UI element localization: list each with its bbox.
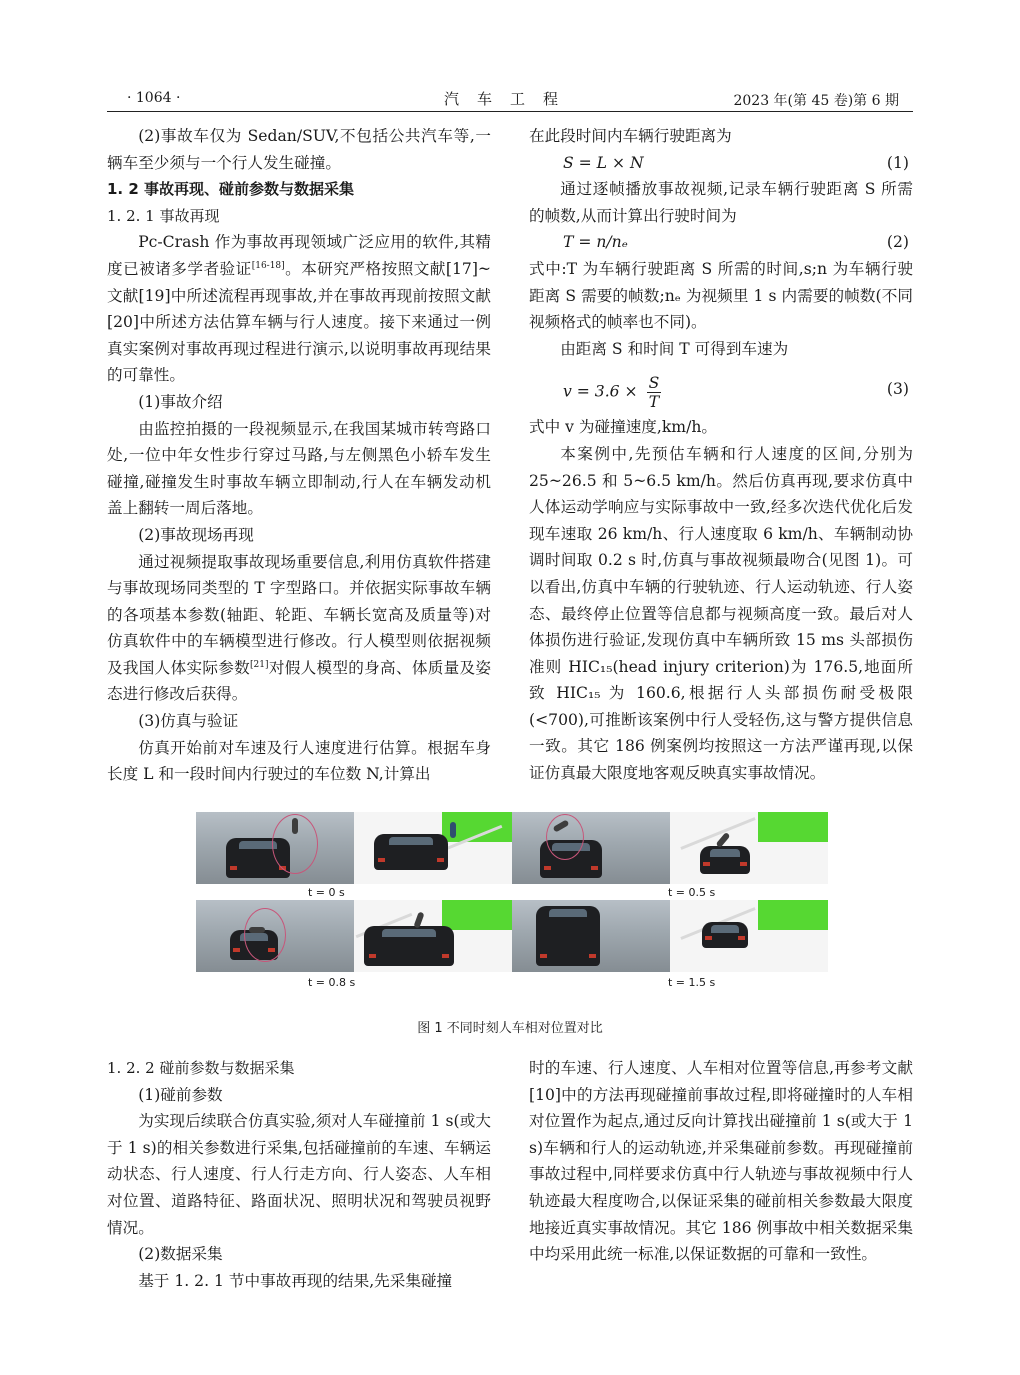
time-label: t = 1.5 s — [668, 976, 716, 989]
pedestrian-model — [450, 822, 456, 838]
equation-lhs: v = 3.6 × — [563, 382, 638, 401]
equation-number: (3) — [886, 380, 909, 399]
issue-info: 2023 年(第 45 卷)第 6 期 — [733, 93, 899, 109]
paragraph: 由距离 S 和时间 T 可得到车速为 — [560, 339, 789, 358]
section-heading-1-2-2: 1. 2. 2 碰前参数与数据采集 — [107, 1059, 295, 1077]
pedestrian-image — [292, 818, 298, 834]
text: Pc-Crash 作为事故再现领域广泛应用的软件,其精度已被诸多学者验证 — [107, 233, 491, 278]
paragraph: 由监控拍摄的一段视频显示,在我国某城市转弯路口处,一位中年女性步行穿过马路,与左侧黑色小轿车发生碰撞,碰撞发生时事故车辆立即制动,行人在车辆发动机盖上翻转一周后落地。 — [107, 419, 491, 518]
subheading: (1)事故介绍 — [138, 392, 223, 411]
journal-name: 汽车工程 — [443, 90, 576, 108]
subheading: (2)事故现场再现 — [138, 525, 254, 544]
left-column-top — [107, 123, 491, 788]
video-frame-t08 — [196, 900, 354, 972]
subheading: (2)数据采集 — [138, 1245, 223, 1264]
simulation-frame-t05 — [670, 812, 828, 884]
pedestrian-image — [249, 927, 265, 933]
paragraph — [107, 229, 491, 389]
video-frame-t05 — [512, 812, 670, 884]
grass-area — [758, 812, 828, 842]
time-label: t = 0.5 s — [668, 886, 716, 899]
simulation-frame-t08 — [354, 900, 512, 972]
text: 。本研究严格按照文献[17]~文献[19]中所述流程再现事故,并在事故再现前按照文献[20]中所述方法估算车辆与行人速度。接下来通过一例真实案例对事故再现过程进行演示,以说明事故再现结果的可靠性。 — [107, 259, 491, 385]
paragraph: 式中 v 为碰撞速度,km/h。 — [529, 418, 717, 437]
numerator: S — [648, 374, 660, 393]
equation-expression — [563, 374, 661, 411]
running-header — [107, 86, 913, 112]
time-label: t = 0 s — [308, 886, 345, 899]
left-column-bottom — [107, 1055, 491, 1294]
citation: [16-18] — [251, 260, 285, 271]
grass-area — [442, 900, 512, 930]
section-heading-1-2-1: 1. 2. 1 事故再现 — [107, 206, 220, 225]
fraction — [647, 374, 662, 411]
car-model — [374, 834, 448, 870]
right-column-top — [529, 123, 913, 787]
subheading: (3)仿真与验证 — [138, 712, 239, 731]
denominator: T — [648, 393, 660, 412]
section-heading-1-2: 1. 2 事故再现、碰前参数与数据采集 — [107, 180, 355, 199]
equation-3 — [529, 362, 913, 414]
equation-expression: T = n/nₑ — [563, 233, 628, 252]
page-number: · 1064 · — [127, 90, 181, 106]
paragraph: 时的车速、行人速度、人车相对位置等信息,再参考文献[10]中的方法再现碰撞前事故过程,即将碰撞时的人车相对位置作为起点,通过反向计算找出碰撞前 1 s(或大于 1 s)车辆和行人的运动轨迹,并采集碰前参数。再现碰撞前事故过程中,同样要求仿真中行人轨迹与事故视频中行人轨迹最大程度吻合,以保证采集的碰前相关参数最大限度地接近真实事故情况。其它 186 例事故中相关数据采集中均采用此统一标准,以保证数据的可靠和一致性。 — [529, 1059, 913, 1264]
citation: [21] — [250, 659, 269, 670]
equation-number: (2) — [886, 233, 909, 252]
time-label: t = 0.8 s — [308, 976, 356, 989]
car-model — [700, 846, 750, 874]
right-column-bottom — [529, 1055, 913, 1268]
paragraph: 基于 1. 2. 1 节中事故再现的结果,先采集碰撞 — [138, 1271, 453, 1290]
car-model — [364, 926, 454, 966]
equation-expression: S = L × N — [563, 153, 644, 172]
simulation-frame-t15 — [670, 900, 828, 972]
car-image — [536, 906, 600, 966]
paragraph: 本案例中,先预估车辆和行人速度的区间,分别为 25~26.5 和 5~6.5 km/h。然后仿真再现,要求仿真中人体运动学响应与实际事故中一致,经多次迭代优化后发现车速取 26 km/h、行人速度取 6 km/h、车辆制动协调时间取 0.2 s 时,仿真与事故视频最吻合(见图 1)。可以看出,仿真中车辆的行驶轨迹、行人运动轨迹、行人姿态、最终停止位置等信息都与视频高度一致。最后对人体损伤进行验证,发现仿真中车辆所致 15 ms 头部损伤准则 HIC₁₅(head injury criterion)为 176.5,地面所致 HIC₁₅ 为 160.6,根据行人头部损伤耐受极限(<700),可推断该案例中行人受轻伤,这与警方提供信息一致。其它 186 例案例均按照这一方法严谨再现,以保证仿真最大限度地客观反映真实事故情况。 — [529, 444, 913, 783]
header-rule — [107, 111, 913, 112]
text: 对假人模型的身高、体质量及姿态进行修改后获得。 — [107, 658, 491, 704]
highlight-circle — [244, 908, 286, 962]
equation-1 — [529, 150, 913, 177]
text: 通过视频提取事故现场重要信息,利用仿真软件搭建与事故现场同类型的 T 字型路口。并依据实际事故车辆的各项基本参数(轴距、轮距、车辆长宽高及质量等)对仿真软件中的车辆模型进行修改。行人模型则依据视频及我国人体实际参数 — [107, 552, 491, 677]
video-frame-t15 — [512, 900, 670, 972]
paragraph: (2)事故车仅为 Sedan/SUV,不包括公共汽车等,一辆车至少须与一个行人发生碰撞。 — [107, 127, 491, 172]
grass-area — [758, 900, 828, 930]
subheading: (1)碰前参数 — [138, 1085, 223, 1104]
paragraph: 式中:T 为车辆行驶距离 S 所需的时间,s;n 为车辆行驶距离 S 需要的帧数;nₑ 为视频里 1 s 内需要的帧数(不同视频格式的帧率也不同)。 — [529, 259, 913, 332]
paragraph: 仿真开始前对车速及行人速度进行估算。根据车身长度 L 和一段时间内行驶过的车位数 N,计算出 — [107, 738, 491, 784]
figure-caption: 图 1 不同时刻人车相对位置对比 — [417, 1021, 603, 1036]
car-model — [702, 922, 748, 948]
paragraph — [107, 549, 491, 709]
equation-2 — [529, 229, 913, 256]
simulation-frame-t0 — [354, 812, 512, 884]
paragraph: 为实现后续联合仿真实验,须对人车碰撞前 1 s(或大于 1 s)的相关参数进行采集,包括碰撞前的车速、车辆运动状态、行人速度、行人行走方向、行人姿态、人车相对位置、道路特征、路面状况、照明状况和驾驶员视野情况。 — [107, 1112, 491, 1237]
equation-number: (1) — [886, 153, 909, 172]
video-frame-t0 — [196, 812, 354, 884]
paragraph: 在此段时间内车辆行驶距离为 — [529, 127, 732, 145]
paragraph: 通过逐帧播放事故视频,记录车辆行驶距离 S 所需的帧数,从而计算出行驶时间为 — [529, 180, 913, 225]
